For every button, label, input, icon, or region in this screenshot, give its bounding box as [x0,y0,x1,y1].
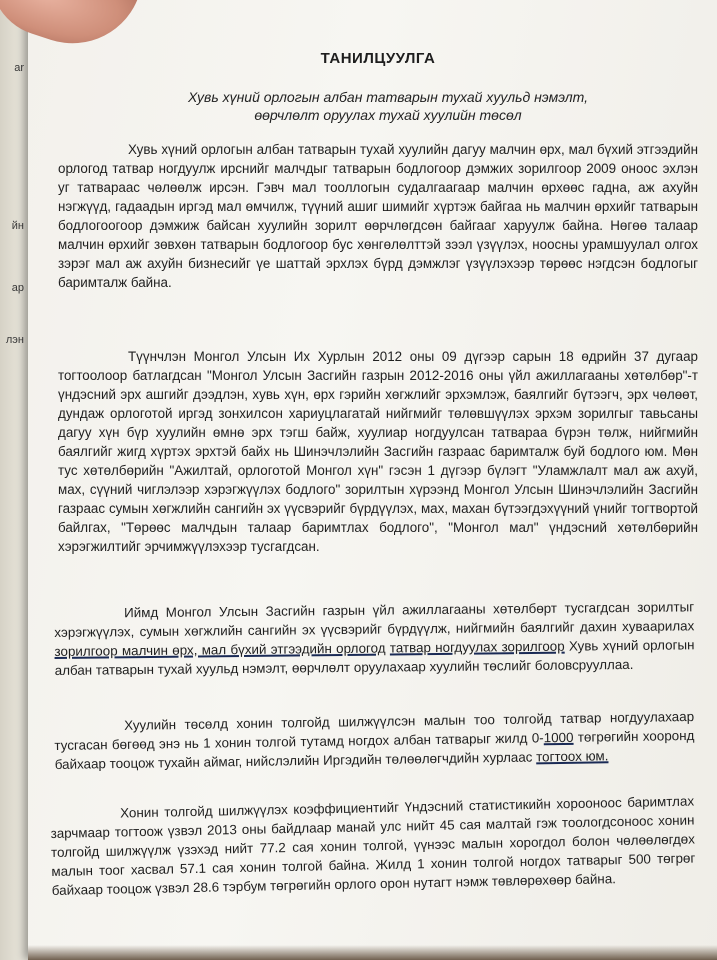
paragraph-text [54,597,695,680]
text-run: Иймд Монгол Улсын Засгийн газрын үйл ажиллагааны хөтөлбөрт тусгагдсан зорилтыг хэрэгжүүлэх, сумын хөгжлийн сангийн эх үүсвэрийг бүрдүүлж, нийгмийн баялгийг дахин хуваарилах [54,599,695,640]
paragraph-text: Түүнчлэн Монгол Улсын Их Хурлын 2012 оны 09 дүгээр сарын 18 өдрийн 37 дугаар тогтоолоор батлагдсан "Монгол Улсын Засгийн газрын 2012-2016 оны үйл ажиллагааны хөтөлбөр"-т үндэсний эрх ашгийг дээдлэн, хувь хүн, өрх гэрийн хөгжлийг эрхэмлэж, баялгийг бүтээгч, эрх чөлөөт, дундаж орлоготой иргэд зонхилсон хариуцлагатай нийгмийг төлөвшүүлэх эрхэм зорилгыг тавьсаны дагуу хүн бүр хуулийн өмнө эрх тэгш байж, хуулиар ногдуулсан татвараа бүрэн төлж, нийгмийн баялгийг жигд хүртэх эрхтэй байх нь Шинэчлэлийн Засгийн газраас баримталж буй бодлого юм. Мөн тус хөтөлбөрийн "Ажилтай, орлоготой Монгол хүн" гэсэн 1 дүгээр бүлэгт "Уламжлалт мал аж ахуй, мах, сүүний чиглэлээр хэрэгжүүлэх бодлого" зорилтын хүрээнд Монгол Улсын Шинэчлэлийн Засгийн газраас сумын хөгжлийн сангийн эх үүсвэрийг бүрдүүлэх, мах, махан бүтээгдэхүүний үнийг тогтвортой байлгах, "Төрөөс малчдын талаар баримтлах бодлого", "Монгол мал" үндэсний хөтөлбөрийн хэрэгжилтийг эрчимжүүлэхээр тусгагдсан. [58,349,698,554]
document-page [28,0,717,960]
pen-underlined-text: татвар ногдуулах зорилгоор [389,638,565,656]
left-page-fragment: ar [14,62,24,74]
document-subtitle [88,88,688,124]
paragraph-3 [54,597,695,680]
page-bottom-shadow [28,945,717,960]
document-title: ТАНИЛЦУУЛГА [320,50,436,67]
subtitle-line: өөрчлөлт оруулах тухай хуулийн төсөл [254,107,522,123]
pen-underlined-text: зорилгоор малчин өрх, мал бүхий этгээдийн орлогод [54,640,386,659]
paragraph-text: Хувь хүний орлогын албан татварын тухай хуулийн дагуу малчин өрх, мал бүхий этгээдийн орлогод татвар ногдуулж ирснийг малчдыг татварын бодлогоор дэмжих зорилгоор 2009 оноос эхлэн уг татвараас чөлөөлж ирсэн. Гэвч мал тооллогын судалгаагаар малчин өрхөөс гадна, аж ахуйн нэгжүүд, гадаадын иргэд мал өмчилж, түүний ашиг шимийг хүртэж байгаа нь малчин өрхийг татварын бодлогоогоор дэмжиж байсан хуулийн зорилт өөрчлөгдсөн байгааг харуулж байна. Нөгөө талаар малчин өрхийг зөвхөн татварын бодлогоор бус хөнгөлөлттэй зээл үзүүлэх, ноосны урамшуулал олгох зэрэг мал аж ахуйн бизнесийг үе шаттай эрхлэх бүрд дэмжлэг үзүүлэхээр төрөөс нэгдсэн бодлогыг баримталж байна. [58,142,698,290]
text-run: Хуулийн төсөлд хонин толгойд шилжүүлсэн малын тоо толгойд татвар ногдуулахаар тусгасан бөгөөд энэ нь 1 хонин толгой тутамд ногдох албан татварыг жилд 0- [54,708,695,753]
pen-underlined-text: 1000 [543,729,574,746]
left-page-fragment: йн [11,220,24,232]
subtitle-line: Хувь хүний орлогын албан татварын тухай хуульд нэмэлт, [188,89,588,105]
paragraph-5 [50,792,696,900]
paragraph-1 [58,140,698,292]
paragraph-text: Хонин толгойд шилжүүлэх коэффициентийг Үндэсний статистикийн хорооноос баримтлах зарчмаар тогтоож үзвэл 2013 оны байдлаар манай улс нийт 45 сая малтай гэж тоологдсоноос хонин толгойд шилжүүлж үзэхэд нийт 77.2 сая хонин толгой, үүнээс малын хорогдол болон чөлөөлөгдөх малын тоог хасвал 57.1 сая хонин толгой байна. Жилд 1 хонин толгой ногдох татварыг 500 төгрөг байхаар тооцож үзвэл 28.6 тэрбум төгрөгийн орлого орон нутагт нэмж төвлөрөхөөр байна. [50,793,696,898]
left-page-fragment: ар [11,282,24,294]
text-run: Хувь хүний орлогын албан татварын тухай хуульд нэмэлт, өөрчлөлт оруулахаар хуулийн төслийг боловсрууллаа. [54,637,695,678]
pen-underlined-text: тогтоох юм. [536,748,609,765]
text-run: төгрөгийн хооронд байхаар тооцож тухайн аймаг, нийслэлийн Иргэдийн төлөөлөгчдийн хурлаас [54,727,695,772]
paragraph-4 [54,707,695,774]
left-page-fragment: лэн [5,334,24,346]
paragraph-text [54,707,695,774]
paragraph-2 [58,347,698,556]
